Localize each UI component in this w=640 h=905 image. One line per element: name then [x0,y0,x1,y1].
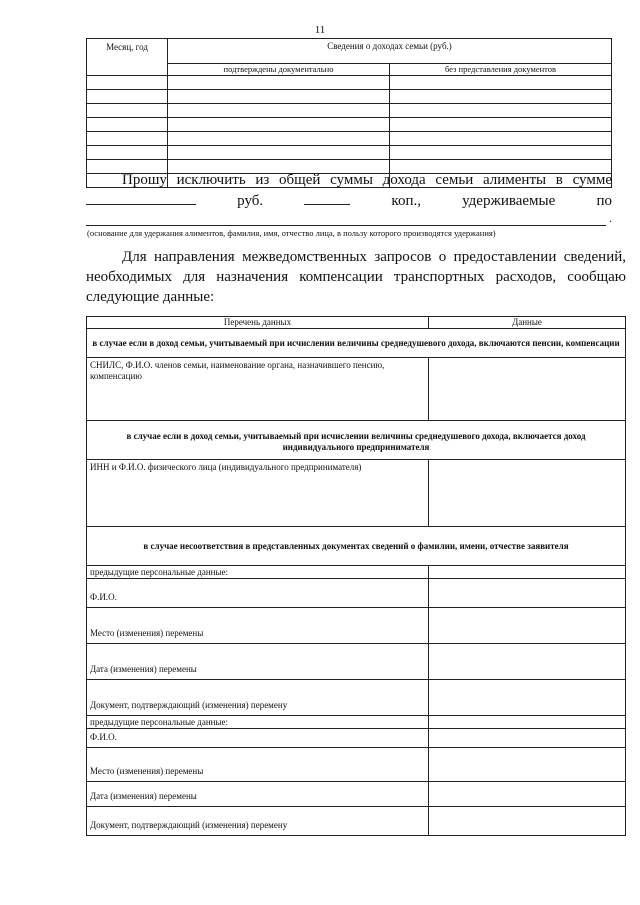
data-cell-date[interactable] [429,644,626,680]
data-cell-place[interactable] [429,608,626,644]
field-fio: Ф.И.О. [87,579,429,608]
rub-blank-field[interactable] [86,190,196,205]
header-data-list: Перечень данных [87,317,429,329]
table-row [87,132,612,146]
data-cell-doc[interactable] [429,807,626,836]
table-cell[interactable] [87,146,168,160]
table-cell[interactable] [87,104,168,118]
prev-data-label: предыдущие персональные данные: [87,566,429,579]
kop-label: коп., [391,193,421,209]
section-entrepreneur: в случае если в доход семьи, учитываемый при исчислении величины среднедушевого дохода, включается доход индивидуального предпринимателя [87,421,626,460]
item-inn: ИНН и Ф.И.О. физического лица (индивидуального предпринимателя) [87,460,429,527]
data-cell[interactable] [429,716,626,729]
field-doc-change: Документ, подтверждающий (изменения) перемену [87,807,429,836]
field-place-change: Место (изменения) перемены [87,608,429,644]
table-cell[interactable] [87,132,168,146]
data-cell-fio[interactable] [429,729,626,748]
table-cell[interactable] [390,132,612,146]
table-cell[interactable] [87,90,168,104]
table-cell[interactable] [390,90,612,104]
header-data: Данные [429,317,626,329]
field-fio: Ф.И.О. [87,729,429,748]
basis-caption: (основание для удержания алиментов, фамилия, имя, отчество лица, в пользу которого производятся удержания) [87,228,496,238]
table-cell[interactable] [390,118,612,132]
alimony-amount-line [86,190,612,211]
data-cell-doc[interactable] [429,680,626,716]
table-cell[interactable] [87,76,168,90]
table-cell[interactable] [390,76,612,90]
header-confirmed: подтверждены документально [168,64,390,76]
requests-text: Для направления межведомственных запросов о предоставлении сведений, необходимых для назначения компенсации транспортных расходов, сообщаю следующие данные: [86,249,626,305]
page-number: 11 [314,24,326,36]
table-cell[interactable] [168,118,390,132]
data-cell-fio[interactable] [429,579,626,608]
table-cell[interactable] [168,90,390,104]
data-cell-inn[interactable] [429,460,626,527]
rub-label: руб. [237,193,264,209]
income-table [86,38,612,188]
table-cell[interactable] [168,146,390,160]
header-month-year: Месяц, год [87,39,168,76]
data-cell-place[interactable] [429,748,626,782]
field-place-change: Место (изменения) перемены [87,748,429,782]
table-row [87,90,612,104]
table-cell[interactable] [87,118,168,132]
by-label: по [596,193,612,209]
header-unconfirmed: без представления документов [390,64,612,76]
alimony-line: Прошу исключить из общей суммы дохода семьи алименты в сумме [122,172,612,188]
alimony-paragraph [86,170,612,239]
table-cell[interactable] [390,146,612,160]
field-date-change: Дата (изменения) перемены [87,782,429,807]
header-family-income: Сведения о доходах семьи (руб.) [168,39,612,64]
table-row [87,104,612,118]
table-row [87,118,612,132]
table-cell[interactable] [168,104,390,118]
table-cell[interactable] [168,132,390,146]
table-cell[interactable] [390,104,612,118]
section-pensions: в случае если в доход семьи, учитываемый при исчислении величины среднедушевого дохода, включаются пенсии, компенсации [87,329,626,358]
data-cell-date[interactable] [429,782,626,807]
kop-blank-field[interactable] [304,190,350,205]
field-doc-change: Документ, подтверждающий (изменения) перемену [87,680,429,716]
basis-blank-field[interactable]: . [86,211,606,226]
data-cell[interactable] [429,566,626,579]
section-name-mismatch: в случае несоответствия в представленных документах сведений о фамилии, имени, отчестве заявителя [87,527,626,566]
table-row [87,76,612,90]
item-snils: СНИЛС, Ф.И.О. членов семьи, наименование органа, назначившего пенсию, компенсацию [87,358,429,421]
data-cell-snils[interactable] [429,358,626,421]
prev-data-label: предыдущие персональные данные: [87,716,429,729]
field-date-change: Дата (изменения) перемены [87,644,429,680]
table-cell[interactable] [168,76,390,90]
requests-paragraph [86,247,626,307]
data-table [86,316,626,836]
withheld-label: удерживаемые [462,193,556,209]
table-row [87,146,612,160]
